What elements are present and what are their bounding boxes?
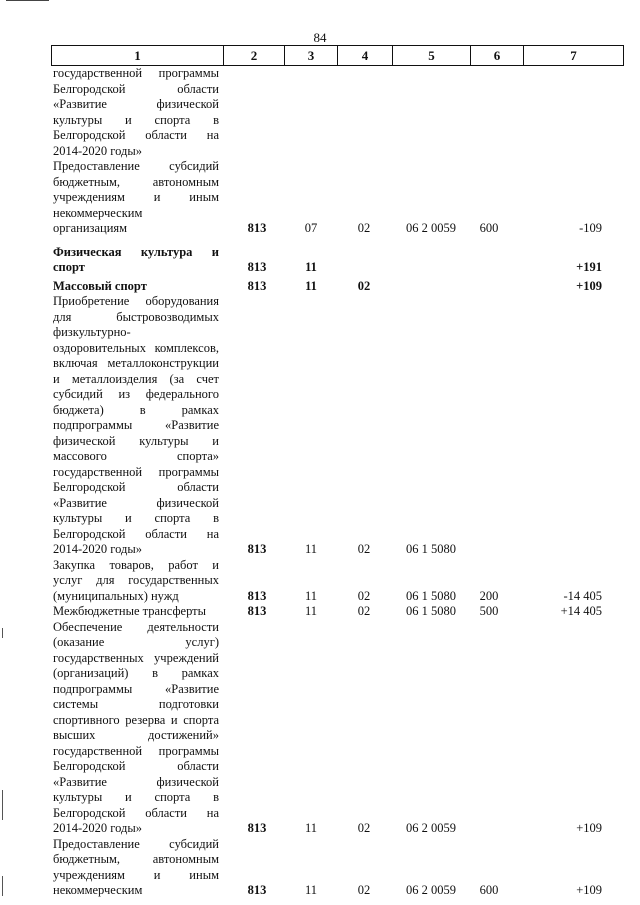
cell-c2: 813 (247, 278, 267, 293)
header-col-5: 5 (392, 46, 470, 65)
row-label-line: 2014-2020 годы» (53, 542, 143, 556)
table-row (51, 245, 624, 276)
row-label-line: государственной программы (53, 464, 219, 479)
row-label (51, 279, 219, 295)
row-label-line: Белгородской области на (53, 128, 219, 142)
cell-c4: 02 (357, 821, 371, 835)
cell-c2: 813 (247, 260, 267, 274)
row-label (51, 294, 219, 558)
row-label (51, 159, 219, 237)
cell-c7: -14 405 (563, 588, 602, 603)
cell-c5: 06 2 0059 (406, 821, 456, 835)
table-row (51, 159, 624, 237)
row-label-line: спортивного резерва и спорта (53, 712, 219, 727)
header-col-4: 4 (337, 46, 392, 65)
scan-edge-mark (6, 0, 49, 1)
cell-c7: +109 (576, 821, 602, 835)
row-label-line: системы подготовки (53, 697, 219, 711)
row-label-line: услуг для государственных (53, 573, 219, 587)
cell-c4: 02 (357, 542, 371, 556)
row-label-line: «Развитие физической (53, 774, 219, 789)
table-row (51, 66, 624, 159)
cell-c6: 600 (479, 883, 499, 897)
row-label-line: бюджета) в рамках (53, 402, 219, 417)
row-label-line: государственной программы (53, 66, 219, 80)
cell-c3: 11 (304, 588, 318, 603)
cell-c7: +14 405 (560, 604, 602, 618)
header-col-6: 6 (470, 46, 523, 65)
row-label-line: физкультурно- (53, 325, 131, 339)
cell-c4: 02 (357, 604, 371, 618)
table-row (51, 294, 624, 558)
row-label-line: государственных учреждений (53, 650, 219, 665)
cell-c7: +191 (576, 260, 602, 274)
row-label-line: для быстровозводимых (53, 309, 219, 324)
scan-margin-mark (2, 790, 3, 820)
cell-c7: +109 (576, 278, 602, 293)
row-label-line: учреждениям и иным (53, 867, 219, 882)
cell-c2: 813 (247, 604, 267, 618)
row-label-line: Физическая культура и (53, 244, 219, 259)
row-label-line: спорт (53, 260, 85, 274)
cell-c4: 02 (357, 278, 371, 293)
row-label-line: бюджетным, автономным (53, 852, 219, 866)
row-label-line: субсидий из федерального (53, 387, 219, 401)
row-label-line: 2014-2020 годы» (53, 143, 143, 158)
cell-c6: 600 (479, 221, 499, 235)
cell-c3: 11 (304, 604, 318, 618)
budget-table (51, 45, 624, 899)
table-header (51, 45, 624, 66)
row-label-line: 2014-2020 годы» (53, 821, 143, 835)
row-label-line: подпрограммы «Развитие (53, 681, 219, 696)
row-label-line: Белгородской области (53, 81, 219, 96)
cell-c2: 813 (247, 588, 267, 603)
row-label (51, 620, 219, 837)
cell-c5: 06 1 5080 (406, 542, 456, 556)
row-label (51, 66, 219, 159)
row-label-line: Массовый спорт (53, 278, 147, 293)
cell-c2: 813 (247, 883, 267, 897)
row-label-line: Приобретение оборудования (53, 294, 219, 308)
table-row (51, 837, 624, 899)
row-label-line: физической культуры и (53, 433, 219, 448)
row-label (51, 558, 219, 605)
header-col-2: 2 (223, 46, 284, 65)
row-label-line: Белгородской области на (53, 526, 219, 541)
row-label-line: бюджетным, автономным (53, 174, 219, 189)
scan-margin-mark (2, 876, 3, 896)
table-body (51, 66, 624, 899)
row-label-line: Белгородской области (53, 480, 219, 494)
row-label-line: Белгородской области на (53, 805, 219, 820)
cell-c2: 813 (247, 821, 267, 835)
table-row (51, 620, 624, 837)
cell-c7: -109 (579, 221, 602, 235)
row-label-line: Обеспечение деятельности (53, 619, 219, 634)
cell-c3: 07 (304, 221, 318, 235)
cell-c5: 06 1 5080 (406, 588, 456, 603)
row-label-line: культуры и спорта в (53, 511, 219, 525)
row-label-line: культуры и спорта в (53, 112, 219, 127)
row-label-line: культуры и спорта в (53, 790, 219, 804)
scan-margin-mark (2, 628, 3, 638)
cell-c3: 11 (305, 260, 317, 274)
row-label-line: учреждениям и иным (53, 190, 219, 204)
row-label-line: (оказание услуг) (53, 635, 219, 649)
row-label-line: включая металлоконструкции (53, 356, 219, 370)
row-label-line: Предоставление субсидий (53, 159, 219, 173)
row-label-line: Закупка товаров, работ и (53, 557, 219, 572)
cell-c5: 06 2 0059 (406, 221, 456, 235)
table-row (51, 558, 624, 605)
cell-c4: 02 (357, 883, 371, 897)
row-label-line: некоммерческим (53, 883, 143, 897)
cell-c4: 02 (357, 588, 371, 603)
row-label-line: высших достижений» (53, 728, 219, 742)
row-label-line: «Развитие физической (53, 495, 219, 510)
row-label-line: (организаций) в рамках (53, 666, 219, 680)
table-row (51, 604, 624, 620)
row-label-line: подпрограммы «Развитие (53, 418, 219, 432)
header-col-1: 1 (51, 46, 223, 65)
row-label-line: организациям (53, 221, 128, 235)
row-label-line: «Развитие физической (53, 97, 219, 111)
cell-c7: +109 (576, 883, 602, 897)
page-number: 84 (313, 30, 327, 45)
row-label-line: (муниципальных) нужд (53, 588, 179, 603)
row-label-line: Предоставление субсидий (53, 836, 219, 851)
row-label (51, 837, 219, 899)
cell-c5: 06 2 0059 (406, 883, 456, 897)
row-label (51, 604, 219, 620)
row-label-line: массового спорта» (53, 449, 219, 463)
cell-c3: 11 (305, 278, 317, 293)
row-label-line: некоммерческим (53, 205, 143, 220)
cell-c6: 500 (479, 604, 499, 618)
header-col-3: 3 (284, 46, 337, 65)
table-row (51, 279, 624, 295)
cell-c2: 813 (247, 221, 267, 235)
row-label-line: Белгородской области (53, 759, 219, 773)
cell-c2: 813 (247, 542, 267, 556)
cell-c3: 11 (304, 821, 318, 835)
row-label-line: оздоровительных комплексов, (53, 340, 219, 355)
header-col-7: 7 (523, 46, 624, 65)
row-label-line: и металлоизделия (за счет (53, 371, 219, 386)
cell-c6: 200 (479, 588, 499, 603)
cell-c3: 11 (304, 883, 318, 897)
row-label-line: Межбюджетные трансферты (53, 604, 207, 618)
cell-c5: 06 1 5080 (406, 604, 456, 618)
row-label-line: государственной программы (53, 743, 219, 758)
row-label (51, 245, 219, 276)
cell-c3: 11 (304, 542, 318, 556)
cell-c4: 02 (357, 221, 371, 235)
